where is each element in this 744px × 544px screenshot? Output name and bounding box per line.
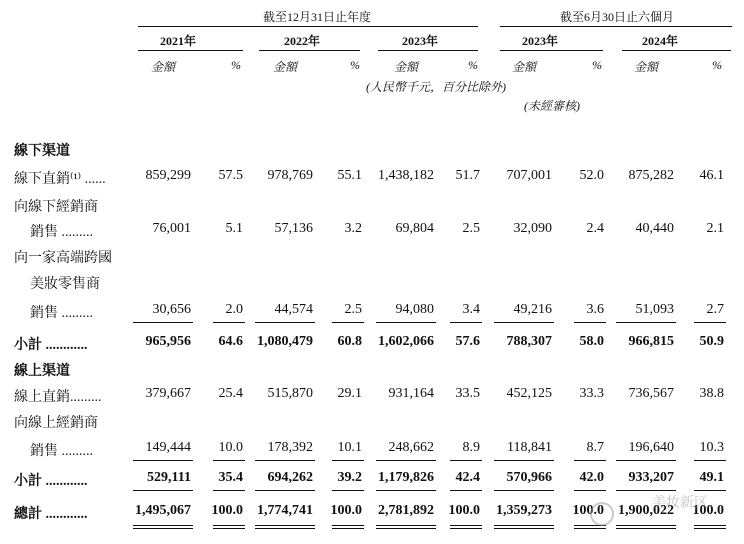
table-cell: 33.3 (579, 386, 604, 401)
year-header-2: 2023年 (402, 34, 439, 48)
table-cell: 2,781,892 (378, 503, 434, 518)
percent-header: % (231, 58, 241, 72)
table-cell: 859,299 (145, 168, 191, 183)
row-label: 總計 ............ (14, 507, 88, 522)
percent-header: % (350, 58, 360, 72)
table-cell: 40,440 (635, 221, 674, 236)
table-cell: 529,111 (147, 470, 191, 485)
table-cell: 3.2 (344, 221, 362, 236)
table-cell: 1,774,741 (257, 503, 313, 518)
table-cell: 42.4 (455, 470, 480, 485)
table-cell: 8.9 (462, 440, 480, 455)
table-cell: 966,815 (628, 334, 674, 349)
row-label: 美妝零售商 (30, 277, 100, 292)
table-cell: 931,164 (388, 386, 434, 401)
amount-header: 金額 (151, 60, 176, 74)
year-header-1: 2022年 (284, 34, 321, 48)
table-cell: 30,656 (152, 302, 191, 317)
row-label: 向線下經銷商 (14, 200, 98, 215)
table-cell: 29.1 (337, 386, 362, 401)
table-cell: 149,444 (145, 440, 191, 455)
table-cell: 100.0 (211, 503, 243, 518)
table-cell: 100.0 (572, 503, 604, 518)
row-label: 線上渠道 (14, 364, 70, 379)
amount-header: 金額 (273, 60, 298, 74)
table-cell: 44,574 (274, 302, 313, 317)
percent-header: % (712, 58, 722, 72)
percent-header: % (468, 58, 478, 72)
table-cell: 1,900,022 (618, 503, 674, 518)
table-cell: 38.8 (699, 386, 724, 401)
year-header-3: 2023年 (522, 34, 559, 48)
table-cell: 694,262 (267, 470, 313, 485)
table-cell: 32,090 (513, 221, 552, 236)
unit-note: (人民幣千元，百分比除外) (366, 80, 506, 94)
table-cell: 55.1 (337, 168, 362, 183)
table-cell: 50.9 (699, 334, 724, 349)
table-cell: 788,307 (506, 334, 552, 349)
table-cell: 8.7 (586, 440, 604, 455)
table-cell: 64.6 (218, 334, 243, 349)
table-cell: 3.4 (462, 302, 480, 317)
table-cell: 515,870 (267, 386, 313, 401)
table-cell: 51.7 (455, 168, 480, 183)
table-cell: 100.0 (448, 503, 480, 518)
table-cell: 25.4 (218, 386, 243, 401)
table-cell: 35.4 (218, 470, 243, 485)
table-cell: 2.5 (462, 221, 480, 236)
row-label: 銷售 ......... (30, 225, 93, 240)
table-cell: 1,495,067 (135, 503, 191, 518)
row-label: 線上直銷......... (14, 390, 102, 405)
table-cell: 1,602,066 (378, 334, 434, 349)
table-cell: 49,216 (513, 302, 552, 317)
table-cell: 46.1 (699, 168, 724, 183)
header-group-halfyear: 截至6月30日止六個月 (560, 10, 675, 24)
table-cell: 58.0 (579, 334, 604, 349)
table-cell: 100.0 (692, 503, 724, 518)
row-label: 銷售 ......... (30, 306, 93, 321)
table-cell: 2.4 (586, 221, 604, 236)
amount-header: 金額 (512, 60, 537, 74)
table-cell: 52.0 (579, 168, 604, 183)
table-cell: 1,359,273 (496, 503, 552, 518)
table-cell: 57,136 (274, 221, 313, 236)
table-cell: 69,804 (395, 221, 434, 236)
table-cell: 10.1 (337, 440, 362, 455)
table-cell: 707,001 (506, 168, 552, 183)
table-cell: 1,179,826 (378, 470, 434, 485)
table-cell: 76,001 (152, 221, 191, 236)
table-cell: 100.0 (330, 503, 362, 518)
table-cell: 51,093 (635, 302, 674, 317)
table-cell: 2.1 (706, 221, 724, 236)
table-cell: 10.0 (218, 440, 243, 455)
table-cell: 379,667 (145, 386, 191, 401)
table-cell: 452,125 (506, 386, 552, 401)
table-cell: 178,392 (267, 440, 313, 455)
table-cell: 118,841 (507, 440, 552, 455)
row-label: 銷售 ......... (30, 444, 93, 459)
amount-header: 金額 (394, 60, 419, 74)
table-cell: 57.6 (455, 334, 480, 349)
table-cell: 2.0 (225, 302, 243, 317)
table-cell: 39.2 (337, 470, 362, 485)
table-cell: 60.8 (337, 334, 362, 349)
table-cell: 570,966 (506, 470, 552, 485)
table-cell: 875,282 (628, 168, 674, 183)
table-cell: 5.1 (225, 221, 243, 236)
table-cell: 196,640 (628, 440, 674, 455)
year-header-4: 2024年 (642, 34, 679, 48)
table-cell: 248,662 (388, 440, 434, 455)
row-label: 小計 ............ (14, 474, 88, 489)
row-label: 向線上經銷商 (14, 416, 98, 431)
table-cell: 42.0 (579, 470, 604, 485)
table-cell: 57.5 (218, 168, 243, 183)
table-cell: 3.6 (586, 302, 604, 317)
table-cell: 1,438,182 (378, 168, 434, 183)
row-label: 向一家高端跨國 (14, 251, 112, 266)
amount-header: 金額 (634, 60, 659, 74)
row-label: 線下渠道 (14, 144, 70, 159)
table-cell: 978,769 (267, 168, 313, 183)
table-cell: 33.5 (455, 386, 480, 401)
row-label: 線下直銷⁽¹⁾ ...... (14, 172, 106, 187)
table-cell: 94,080 (395, 302, 434, 317)
table-cell: 933,207 (628, 470, 674, 485)
table-cell: 10.3 (699, 440, 724, 455)
table-cell: 49.1 (699, 470, 724, 485)
table-cell: 2.7 (706, 302, 724, 317)
watermark-text: 美妆新区 (652, 495, 708, 511)
table-cell: 2.5 (344, 302, 362, 317)
watermark-logo-icon (590, 502, 614, 526)
table-cell: 965,956 (145, 334, 191, 349)
table-cell: 1,080,479 (257, 334, 313, 349)
percent-header: % (592, 58, 602, 72)
table-cell: 736,567 (628, 386, 674, 401)
header-group-annual: 截至12月31日止年度 (263, 10, 372, 24)
unaudited-note: (未經審核) (524, 99, 580, 113)
row-label: 小計 ............ (14, 338, 88, 353)
year-header-0: 2021年 (160, 34, 197, 48)
